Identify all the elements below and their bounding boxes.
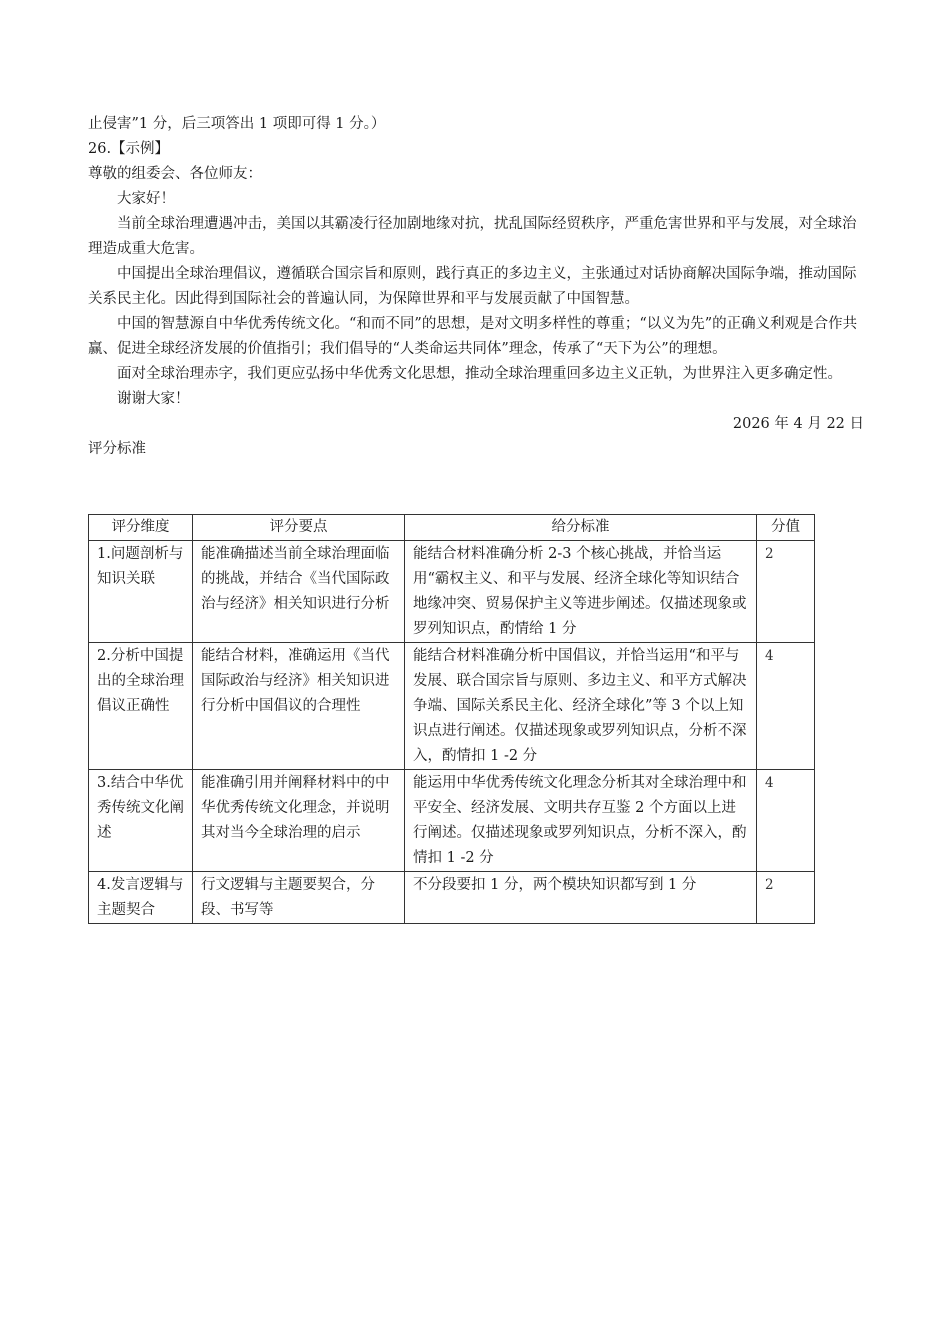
- paragraph: 当前全球治理遭遇冲击，美国以其霸凌行径加剧地缘对抗，扰乱国际经贸秩序，严重危害世界和平与发展，对全球治理造成重大危害。: [88, 216, 857, 257]
- header-score: 分值: [757, 515, 815, 541]
- closing: 谢谢大家！: [117, 391, 190, 407]
- cell-criteria: 能运用中华优秀传统文化理念分析其对全球治理中和平安全、经济发展、文明共存互鉴 2 个方面以上进行阐述。仅描述现象或罗列知识点，分析不深入，酌情扣 1 -2 分: [405, 770, 757, 872]
- cell-criteria: 能结合材料准确分析中国倡议，并恰当运用“和平与发展、联合国宗旨与原则、多边主义、和平方式解决争端、国际关系民主化、经济全球化”等 3 个以上知识点进行阐述。仅描述现象或罗列知识点，分析不深入，酌情扣 1 -2 分: [405, 643, 757, 770]
- cell-criteria: 能结合材料准确分析 2-3 个核心挑战，并恰当运用“霸权主义、和平与发展、经济全球化等知识结合地缘冲突、贸易保护主义等进步阐述。仅描述现象或罗列知识点，酌情给 1 分: [405, 541, 757, 643]
- table-header-row: [89, 515, 815, 541]
- cell-dimension: 1.问题剖析与知识关联: [89, 541, 193, 643]
- question-heading: 26.【示例】: [88, 141, 170, 157]
- cell-score: 4: [757, 770, 815, 872]
- cell-criteria: 不分段要扣 1 分，两个模块知识都写到 1 分: [405, 872, 757, 924]
- paragraph: 中国提出全球治理倡议，遵循联合国宗旨和原则，践行真正的多边主义，主张通过对话协商解决国际争端，推动国际关系民主化。因此得到国际社会的普遍认同，为保障世界和平与发展贡献了中国智慧。: [88, 266, 857, 307]
- document-body: [88, 112, 864, 462]
- header-dimension: 评分维度: [89, 515, 193, 541]
- cell-points: 能准确描述当前全球治理面临的挑战，并结合《当代国际政治与经济》相关知识进行分析: [193, 541, 405, 643]
- table-row: [89, 643, 815, 770]
- greeting: 大家好！: [117, 191, 175, 207]
- cell-score: 2: [757, 541, 815, 643]
- cell-dimension: 4.发言逻辑与主题契合: [89, 872, 193, 924]
- table-caption: 评分标准: [88, 441, 146, 457]
- intro-line: 止侵害”1 分，后三项答出 1 项即可得 1 分。）: [88, 116, 386, 132]
- cell-score: 4: [757, 643, 815, 770]
- cell-points: 行文逻辑与主题要契合，分段、书写等: [193, 872, 405, 924]
- cell-points: 能准确引用并阐释材料中的中华优秀传统文化理念，并说明其对当今全球治理的启示: [193, 770, 405, 872]
- cell-dimension: 2.分析中国提出的全球治理倡议正确性: [89, 643, 193, 770]
- table-row: [89, 770, 815, 872]
- paragraph: 面对全球治理赤字，我们更应弘扬中华优秀文化思想，推动全球治理重回多边主义正轨，为世界注入更多确定性。: [117, 366, 842, 382]
- cell-dimension: 3.结合中华优秀传统文化阐述: [89, 770, 193, 872]
- scoring-table: [88, 514, 815, 924]
- table-row: [89, 541, 815, 643]
- cell-score: 2: [757, 872, 815, 924]
- date: 2026 年 4 月 22 日: [732, 416, 864, 432]
- cell-points: 能结合材料，准确运用《当代国际政治与经济》相关知识进行分析中国倡议的合理性: [193, 643, 405, 770]
- header-criteria: 给分标准: [405, 515, 757, 541]
- salutation: 尊敬的组委会、各位师友：: [88, 166, 262, 182]
- table-row: [89, 872, 815, 924]
- header-points: 评分要点: [193, 515, 405, 541]
- paragraph: 中国的智慧源自中华优秀传统文化。“和而不同”的思想，是对文明多样性的尊重；“以义为先”的正确义利观是合作共赢、促进全球经济发展的价值指引；我们倡导的“人类命运共同体”理念，传承了“天下为公”的理想。: [88, 316, 858, 357]
